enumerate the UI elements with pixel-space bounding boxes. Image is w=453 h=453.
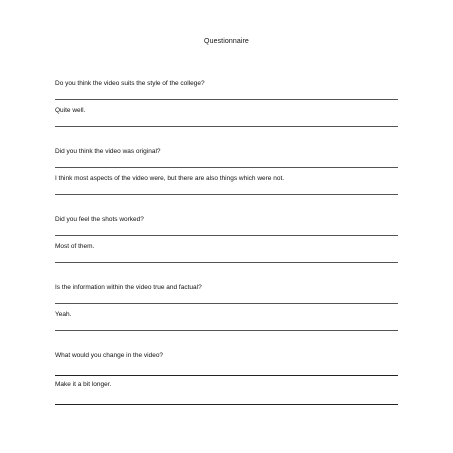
question-5-rule [55,375,398,376]
answer-2: I think most aspects of the video were, but there are also things which were not. [55,175,285,182]
question-3: Did you feel the shots worked? [55,216,144,223]
page-title: Questionnaire [204,38,249,45]
answer-4-rule [55,330,398,331]
question-2: Did you think the video was original? [55,148,161,155]
question-4: Is the information within the video true and factual? [55,284,202,291]
answer-3-rule [55,262,398,263]
question-2-rule [55,167,398,168]
question-3-rule [55,235,398,236]
answer-1-rule [55,126,398,127]
question-4-rule [55,303,398,304]
question-1-rule [55,99,398,100]
question-5: What would you change in the video? [55,352,164,359]
answer-5-rule [55,404,398,405]
answer-4: Yeah. [55,311,72,318]
answer-5: Make it a bit longer. [55,381,112,388]
question-1: Do you think the video suits the style of the college? [55,80,205,87]
answer-1: Quite well. [55,107,86,114]
answer-3: Most of them. [55,243,95,250]
answer-2-rule [55,194,398,195]
